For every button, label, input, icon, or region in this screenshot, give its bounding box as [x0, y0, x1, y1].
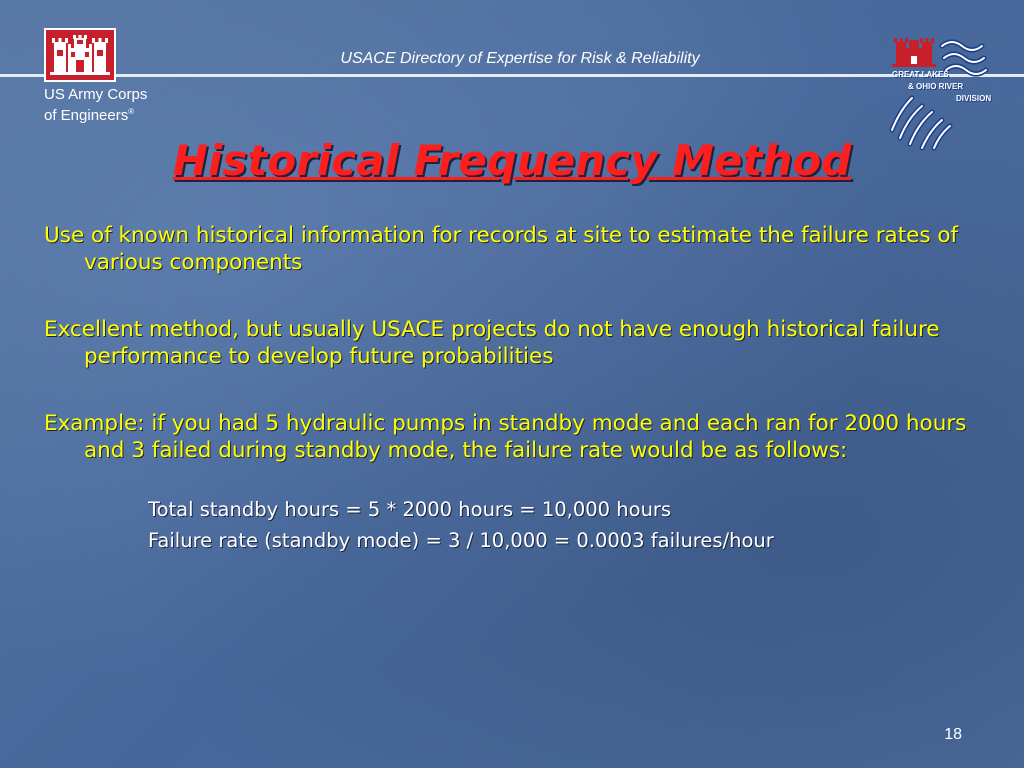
header-title: USACE Directory of Expertise for Risk & Reliability: [340, 50, 700, 67]
header-rule: [0, 74, 1024, 77]
division-line-3: DIVISION: [956, 94, 992, 103]
calculation-line: Total standby hours = 5 * 2000 hours = 10,000 hours: [148, 498, 672, 521]
bullet-item: Example: if you had 5 hydraulic pumps in standby mode and each ran for 2000 hours and 3 failed during standby mode, the failure rate would be as follows:: [44, 411, 967, 463]
usace-castle-logo: [44, 28, 116, 82]
usace-organization-name: [44, 86, 147, 124]
bullet-item: Excellent method, but usually USACE projects do not have enough historical failure performance to develop future probabilities: [44, 317, 940, 369]
division-line-1: GREAT LAKES: [892, 70, 949, 79]
calculation-line: Failure rate (standby mode) = 3 / 10,000 = 0.0003 failures/hour: [148, 529, 774, 552]
org-line-2: [44, 103, 147, 124]
bullet-list: [44, 222, 994, 556]
slide-title: Historical Frequency Method: [172, 136, 852, 185]
registered-mark: ®: [128, 107, 135, 116]
page-number: 18: [944, 726, 962, 743]
division-line-2: & OHIO RIVER: [908, 82, 964, 91]
org-line-1: US Army Corps: [44, 86, 148, 103]
org-line-2-text: of Engineers: [44, 107, 129, 124]
bullet-item: Use of known historical information for records at site to estimate the failure rates of various components: [44, 223, 959, 275]
